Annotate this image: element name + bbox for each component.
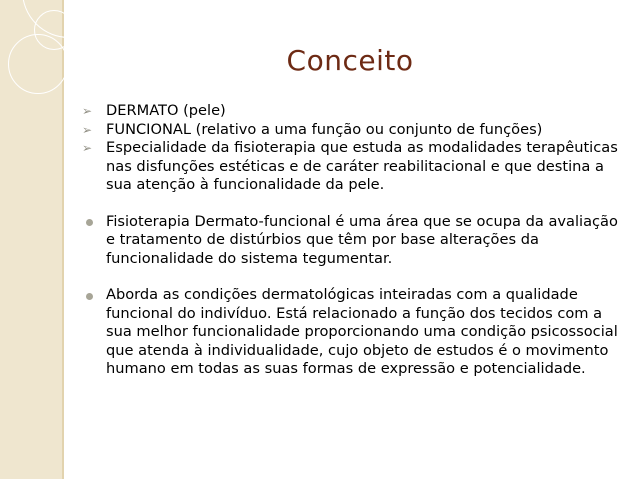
list-item bbox=[82, 102, 622, 121]
list-item-text: Especialidade da fisioterapia que estuda as modalidades terapêuticas nas disfunções estéticas e de caráter reabilitacional e que destina a sua atenção à funcionalidade da pele. bbox=[106, 139, 618, 193]
list-item bbox=[82, 121, 622, 140]
decorative-sidebar bbox=[0, 0, 64, 479]
bullet-list bbox=[82, 102, 622, 379]
arrow-bullet-icon: ➢ bbox=[82, 141, 93, 155]
list-item-text: FUNCIONAL (relativo a uma função ou conjunto de funções) bbox=[106, 120, 543, 138]
spacer bbox=[82, 195, 622, 213]
dot-bullet-icon bbox=[86, 293, 93, 300]
list-item bbox=[82, 213, 622, 269]
slide-title: Conceito bbox=[286, 44, 414, 77]
list-item-text: Fisioterapia Dermato-funcional é uma área que se ocupa da avaliação e tratamento de distúrbios que têm por base alterações da funcionalidade do sistema tegumentar. bbox=[106, 212, 618, 267]
arrow-bullet-icon: ➢ bbox=[82, 104, 93, 118]
list-item bbox=[82, 139, 622, 195]
list-item bbox=[82, 286, 622, 379]
list-item-text: DERMATO (pele) bbox=[106, 102, 226, 119]
list-item-text: Aborda as condições dermatológicas inteiradas com a qualidade funcional do indivíduo. Está relacionado a função dos tecidos com a sua melhor funcionalidade proporcionando uma condição psicossocial que atenda à individualidade, cujo objeto de estudos é o movimento humano em todas as suas formas de expressão e potencialidade. bbox=[106, 286, 618, 377]
arrow-bullet-icon: ➢ bbox=[82, 122, 93, 137]
spacer bbox=[82, 268, 622, 286]
dot-bullet-icon bbox=[86, 219, 93, 226]
